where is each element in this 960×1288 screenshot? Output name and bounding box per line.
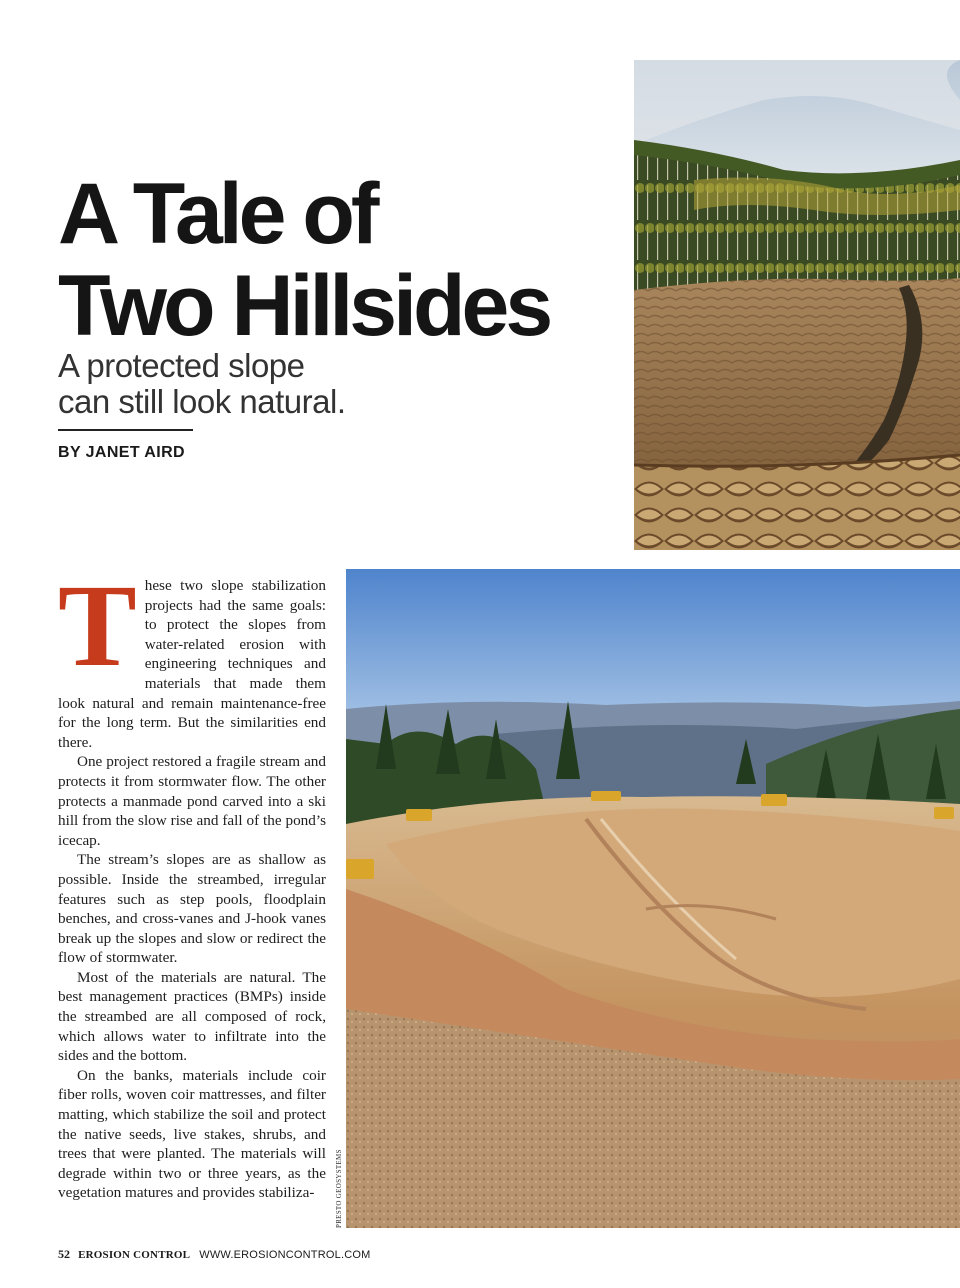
page-footer bbox=[58, 1247, 370, 1262]
page-number: 52 bbox=[58, 1247, 70, 1261]
byline-divider bbox=[58, 429, 193, 431]
article-title bbox=[58, 168, 638, 352]
photo-credit: PRESTO GEOSYSTEMS bbox=[335, 1149, 343, 1228]
paragraph-5: On the banks, materials include coir fiber rolls, woven coir mattresses, and filter matting, which stabilize the soil and protect the native seeds, live stakes, shrubs, and trees that were planted. The materials will degrade within two or three years, as the vegetation matures and provides stabiliza- bbox=[58, 1066, 326, 1202]
title-line-1: A Tale of bbox=[58, 166, 376, 262]
geocell-slope-photo bbox=[634, 60, 960, 550]
paragraph-1 bbox=[58, 560, 326, 752]
title-line-2: Two Hillsides bbox=[58, 258, 550, 354]
magazine-name: EROSION CONTROL bbox=[78, 1249, 191, 1261]
paragraph-3: The stream’s slopes are as shallow as possible. Inside the streambed, irregular features such as step pools, floodplain benches, and cross-vanes and J-hook vanes break up the slopes and slow or redirect the flow of stormwater. bbox=[58, 851, 326, 967]
subtitle-line-1: A protected slope bbox=[58, 347, 305, 384]
magazine-url[interactable]: WWW.EROSIONCONTROL.COM bbox=[199, 1249, 371, 1261]
article-body bbox=[58, 560, 326, 1203]
paragraph-4: Most of the materials are natural. The best management practices (BMPs) inside the streambed are all composed of rock, which allows water to infiltrate into the sides and the bottom. bbox=[58, 968, 326, 1065]
drop-cap: T bbox=[58, 560, 137, 691]
article-subtitle bbox=[58, 348, 478, 420]
byline: BY JANET AIRD bbox=[58, 444, 185, 461]
paragraph-2: One project restored a fragile stream and protects it from stormwater flow. The other protects a manmade pond carved into a ski hill from the slow rise and fall of the pond’s icecap. bbox=[58, 753, 326, 849]
paragraph-1-text: hese two slope stabilization projects had the same goals: to protect the slopes from water-related erosion with engineering techniques and materials that made them look natural and remain maintenance-free for the long term. But the similarities end there. bbox=[58, 577, 326, 751]
pond-excavation-photo bbox=[346, 569, 960, 1228]
subtitle-line-2: can still look natural. bbox=[58, 383, 346, 420]
